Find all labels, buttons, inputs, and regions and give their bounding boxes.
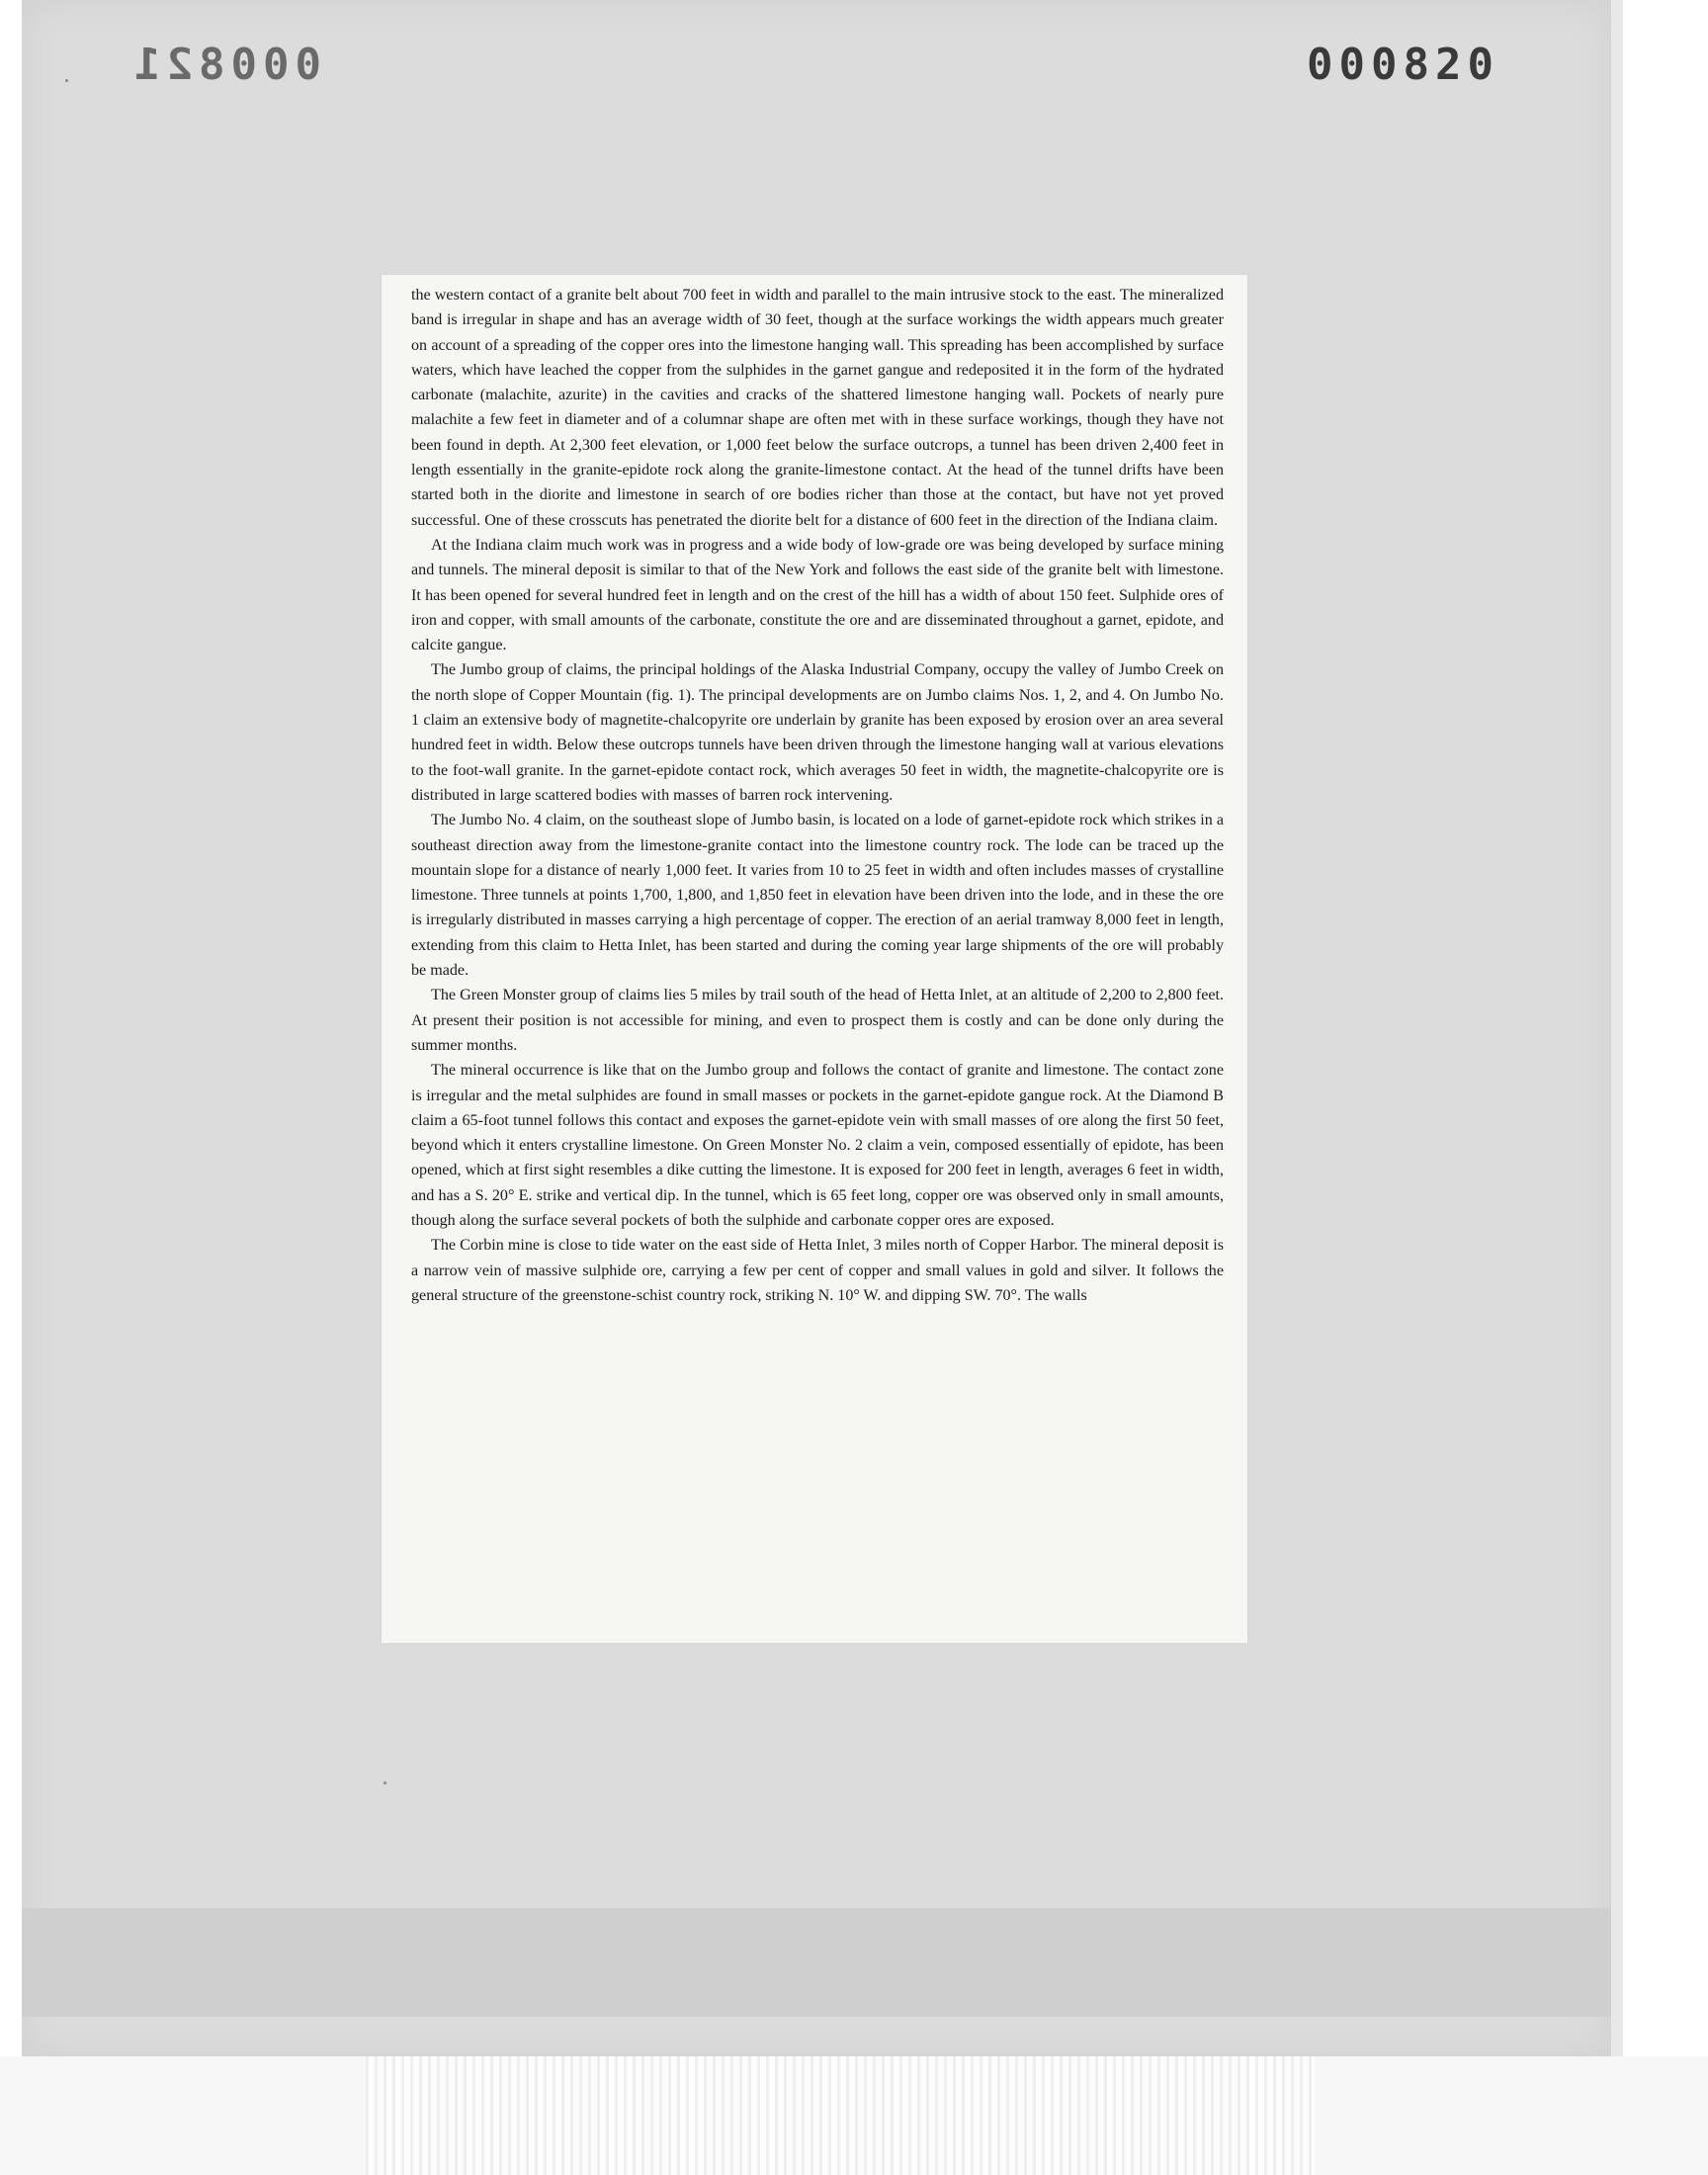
paragraph: The Jumbo group of claims, the principal holdings of the Alaska Industrial Company, occupy the valley of Jumbo Creek on the north slope of Copper Mountain (fig. 1). The principal developments are on Jumbo claims Nos. 1, 2, and 4. On Jumbo No. 1 claim an extensive body of magnetite-chalcopyrite ore underlain by granite has been exposed by erosion over an area several hundred feet in width. Below these outcrops tunnels have been driven through the limestone hanging wall at various elevations to the foot-wall granite. In the garnet-epidote contact rock, which averages 50 feet in width, the magnetite-chalcopyrite ore is distributed in large scattered bodies with masses of barren rock intervening. <box>411 661 1224 804</box>
scanner-streaks <box>366 2056 1315 2175</box>
paragraph: the western contact of a granite belt about 700 feet in width and parallel to the main intrusive stock to the east. The mineralized band is irregular in shape and has an average width of 30 feet, though at the surface workings the width appears much greater on account of a spreading of the copper ores into the limestone hanging wall. This spreading has been accomplished by surface waters, which have leached the copper from the sulphides in the garnet gangue and redeposited it in the form of the hydrated carbonate (malachite, azurite) in the cavities and cracks of the shattered limestone hanging wall. Pockets of nearly pure malachite a few feet in diameter and of a columnar shape are often met with in these surface workings, though they have not been found in depth. At 2,300 feet elevation, or 1,000 feet below the surface outcrops, a tunnel has been driven 2,400 feet in length essentially in the granite-epidote rock along the granite-limestone contact. At the head of the tunnel drifts have been started both in the diorite and limestone in search of ore bodies richer than those at the contact, but have not yet proved successful. One of these crosscuts has penetrated the diorite belt for a distance of 600 feet in the direction of the Indiana claim. <box>411 287 1224 529</box>
paragraph: The Jumbo No. 4 claim, on the southeast slope of Jumbo basin, is located on a lode of garnet-epidote rock which strikes in a southeast direction away from the limestone-granite contact into the limestone country rock. The lode can be traced up the mountain slope for a distance of nearly 1,000 feet. It varies from 10 to 25 feet in width and often includes masses of crystalline limestone. Three tunnels at points 1,700, 1,800, and 1,850 feet in elevation have been driven into the lode, and in these the ore is irregularly distributed in masses carrying a high percentage of copper. The erection of an aerial tramway 8,000 feet in length, extending from this claim to Hetta Inlet, has been started and during the coming year large shipments of the ore will probably be made. <box>411 812 1224 980</box>
article-body <box>411 283 1224 1308</box>
paragraph: The mineral occurrence is like that on the Jumbo group and follows the contact of granite and limestone. The contact zone is irregular and the metal sulphides are found in small masses or pockets in the garnet-epidote gangue rock. At the Diamond B claim a 65-foot tunnel follows this contact and exposes the garnet-epidote vein with small masses of ore along the first 50 feet, beyond which it enters crystalline limestone. On Green Monster No. 2 claim a vein, composed essentially of epidote, has been opened, which at first sight resembles a dike cutting the limestone. It is exposed for 200 feet in length, averages 6 feet in width, and has a S. 20° E. strike and vertical dip. In the tunnel, which is 65 feet long, copper ore was observed only in small amounts, though along the surface several pockets of both the sulphide and carbonate copper ores are exposed. <box>411 1062 1224 1229</box>
scan-speck <box>384 1782 386 1784</box>
paragraph: The Corbin mine is close to tide water on the east side of Hetta Inlet, 3 miles north of Copper Harbor. The mineral deposit is a narrow vein of massive sulphide ore, carrying a few per cent of copper and small values in gold and silver. It follows the general structure of the greenstone-schist country rock, striking N. 10° W. and dipping SW. 70°. The walls <box>411 1237 1224 1304</box>
paragraph: The Green Monster group of claims lies 5 miles by trail south of the head of Hetta Inlet, at an altitude of 2,200 to 2,800 feet. At present their position is not accessible for mining, and even to prospect them is costly and can be done only during the summer months. <box>411 987 1224 1054</box>
sheet-edge <box>1611 0 1623 2056</box>
scan-speck <box>65 79 68 82</box>
text-clipping <box>382 275 1247 1643</box>
page-number-stamp-mirrored: 000821 <box>128 40 321 90</box>
paragraph: At the Indiana claim much work was in progress and a wide body of low-grade ore was being developed by surface mining and tunnels. The mineral deposit is similar to that of the New York and follows the east side of the granite belt with limestone. It has been opened for several hundred feet in length and on the crest of the hill has a width of about 150 feet. Sulphide ores of iron and copper, with small amounts of the carbonate, constitute the ore and are disseminated throughout a garnet, epidote, and calcite gangue. <box>411 536 1224 654</box>
page-number-stamp: 000820 <box>1307 40 1499 90</box>
scan-shadow-band <box>22 1908 1611 2017</box>
